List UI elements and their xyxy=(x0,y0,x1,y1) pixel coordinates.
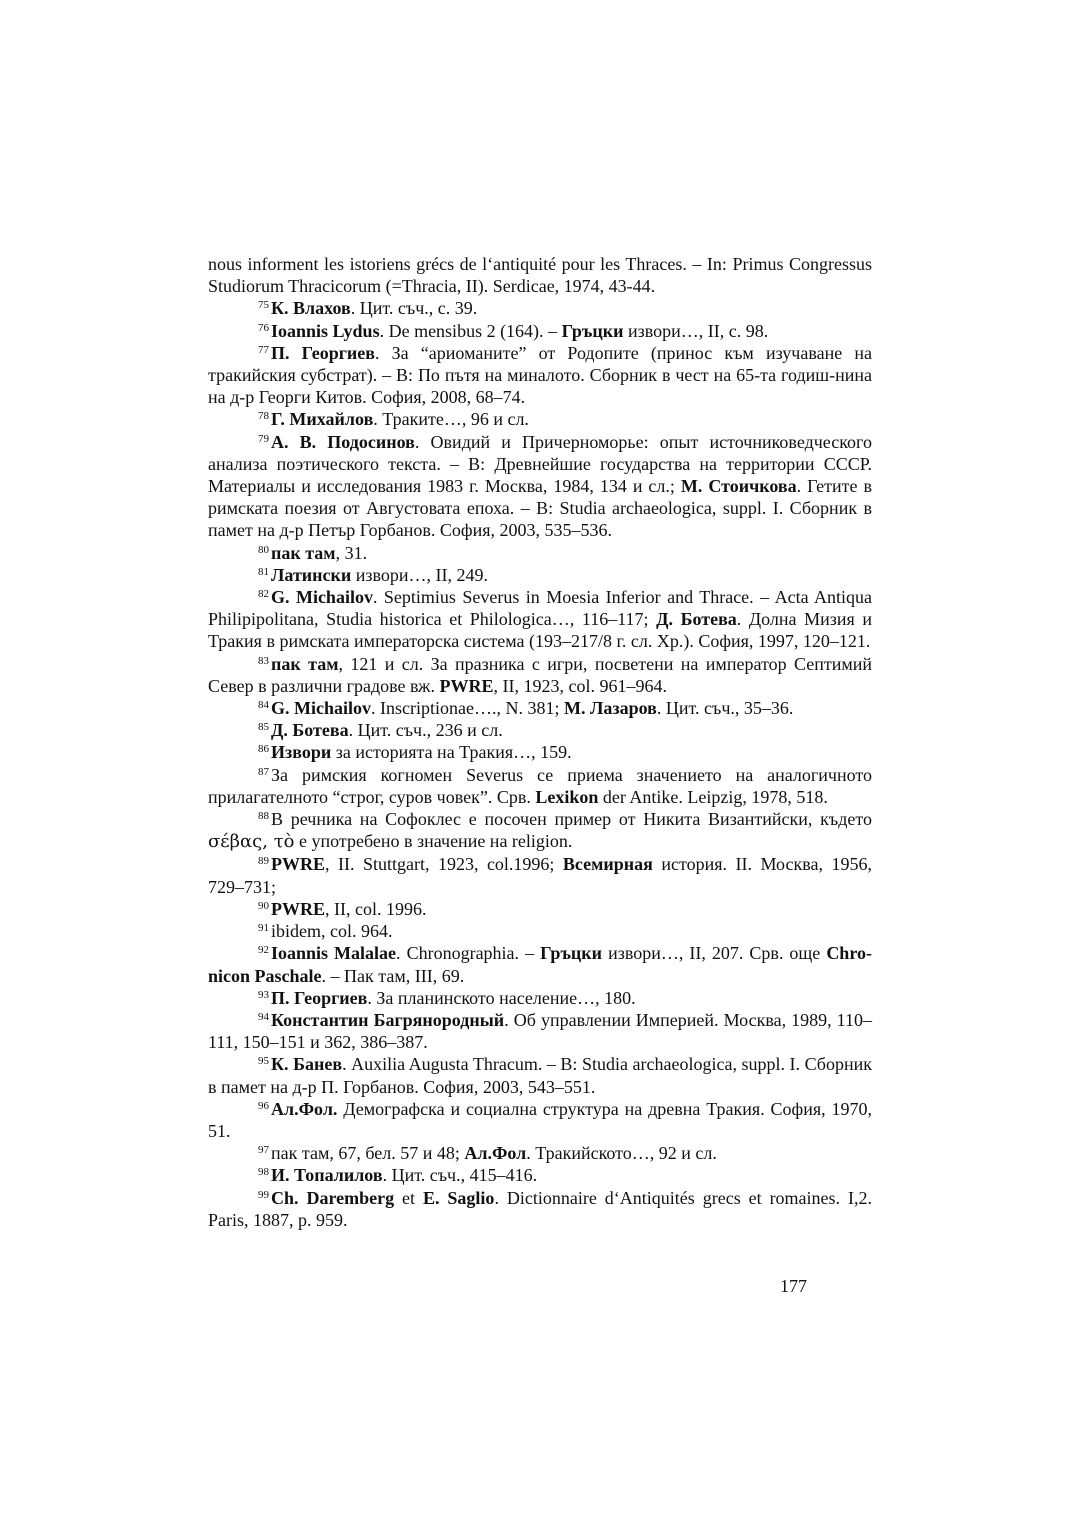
footnote-text: извори…, II, 249. xyxy=(351,564,489,585)
footnote-number: 77 xyxy=(258,343,269,356)
footnote-number: 96 xyxy=(258,1099,269,1112)
footnote-bold-text: G. Michailov xyxy=(271,698,371,719)
footnote-90 xyxy=(208,898,872,920)
footnote-number: 83 xyxy=(258,654,269,667)
footnote-99 xyxy=(208,1187,872,1231)
footnote-95 xyxy=(208,1053,872,1097)
footnote-text: . Chronographia. – xyxy=(396,943,541,964)
footnote-text: σέβας, τὸ xyxy=(208,831,295,853)
footnote-text: . Овидий и Причерноморье: опыт источниковедческого анализа поэтического текста. – В: Древнейшие государства на территории СССР. Материалы и исследования 1983 г. Москва, 1984, 134 и сл.; xyxy=(208,431,872,497)
footnote-text: . Цит. съч., 415–416. xyxy=(382,1165,538,1186)
footnote-number: 90 xyxy=(258,899,269,912)
footnote-bold-text: PWRE xyxy=(439,675,494,696)
footnote-text: , 31. xyxy=(335,542,368,563)
footnote-text: . За “ариоманите” от Родопите (принос към изучаване на тракийския субстрат). – В: По пътя на миналото. Сборник в чест на 65-та годиш-нина на д-р Георги Китов. София, 2008, 68–74. xyxy=(208,342,872,408)
footnote-88 xyxy=(208,808,872,853)
footnote-92 xyxy=(208,942,872,986)
footnote-number: 76 xyxy=(258,321,269,334)
footnote-bold-text: П. Георгиев xyxy=(271,987,368,1008)
footnote-text: , II, 1923, col. 961–964. xyxy=(493,675,667,696)
footnote-text: . Об управлении Империей. Москва, 1989, 110–111, 150–151 и 362, 386–387. xyxy=(208,1009,873,1053)
footnote-82 xyxy=(208,586,872,653)
footnote-text: За римския когномен Severus се приема значението на аналогичното прилагателното “строг, суров човек”. Срв. xyxy=(208,764,872,807)
footnote-text: В речника на Софоклес е посочен пример от Никита Византийски, където xyxy=(271,809,872,830)
footnote-84 xyxy=(208,697,872,719)
footnote-bold-text: Ал.Фол xyxy=(464,1143,527,1164)
footnote-continuation xyxy=(208,253,872,297)
footnote-text: Демографска и социална структура на древна Тракия. София, 1970, 51. xyxy=(208,1098,872,1141)
footnote-bold-text: Г. Михайлов xyxy=(271,409,374,430)
footnote-75 xyxy=(208,297,872,319)
footnote-text: ibidem, col. 964. xyxy=(271,921,393,942)
footnote-number: 95 xyxy=(258,1055,269,1068)
footnote-number: 91 xyxy=(258,922,269,935)
footnote-bold-text: Гръцки xyxy=(561,320,624,341)
footnote-text: . Auxilia Augusta Thracum. – В: Studia archaeologica, suppl. I. Сборник в памет на д-р П. Горбанов. София, 2003, 543–551. xyxy=(208,1054,872,1097)
footnote-bold-text: Гръцки xyxy=(540,943,603,964)
footnote-text: . Тракийското…, 92 и сл. xyxy=(526,1143,717,1164)
footnote-96 xyxy=(208,1098,872,1142)
footnote-number: 94 xyxy=(258,1010,269,1023)
footnote-83 xyxy=(208,653,872,697)
footnote-bold-text: Ioannis Lydus xyxy=(271,320,380,341)
footnote-number: 78 xyxy=(258,410,269,423)
footnote-bold-text: Lexikon xyxy=(535,786,599,807)
footnote-bold-text: А. В. Подосинов xyxy=(271,431,415,452)
footnote-text: извори…, II, с. 98. xyxy=(623,320,769,341)
footnote-77 xyxy=(208,342,872,409)
footnote-number: 89 xyxy=(258,855,269,868)
footnote-text: . Гетите в римската поезия от Августовата епоха. – В: Studia archaeologica, suppl. I. Сборник в памет на д-р Петър Горбанов. София, 2003, 535–536. xyxy=(208,476,872,541)
footnote-text: . De mensibus 2 (164). – xyxy=(379,320,562,341)
footnote-text: за историята на Тракия…, 159. xyxy=(331,742,572,763)
footnote-number: 87 xyxy=(258,765,269,778)
footnote-text: , II, col. 1996. xyxy=(325,898,427,919)
footnote-text: . За планинското население…, 180. xyxy=(367,987,636,1008)
footnote-number: 92 xyxy=(258,944,269,957)
footnote-bold-text: Извори xyxy=(271,742,332,763)
footnote-number: 99 xyxy=(258,1188,269,1201)
footnote-bold-text: И. Топалилов xyxy=(271,1165,383,1186)
footnote-94 xyxy=(208,1009,872,1053)
footnote-number: 98 xyxy=(258,1166,269,1179)
footnote-text: . Траките…, 96 и сл. xyxy=(373,409,529,430)
footnote-91 xyxy=(208,920,872,942)
footnote-86 xyxy=(208,741,872,763)
footnote-89 xyxy=(208,853,872,897)
footnote-number: 80 xyxy=(258,543,269,556)
footnote-bold-text: Ch. Daremberg xyxy=(271,1187,395,1208)
footnote-text: . Цит. съч., 236 и сл. xyxy=(348,720,503,741)
footnote-bold-text: E. Saglio xyxy=(422,1187,495,1208)
footnote-text: . – Пак там, III, 69. xyxy=(321,965,465,986)
footnote-85 xyxy=(208,719,872,741)
footnote-bold-text: Ioannis Malalae xyxy=(271,943,397,964)
footnote-number: 88 xyxy=(258,810,269,823)
footnote-bold-text: PWRE xyxy=(271,898,325,919)
footnote-bold-text: G. Michailov xyxy=(271,587,373,608)
page-number: 177 xyxy=(780,1276,807,1296)
footnote-text: . Цит. съч., 35–36. xyxy=(656,698,794,719)
footnote-81 xyxy=(208,564,872,586)
footnote-bold-text: М. Лазаров xyxy=(563,698,657,719)
footnote-80 xyxy=(208,542,872,564)
footnote-98 xyxy=(208,1164,872,1186)
footnote-number: 75 xyxy=(258,299,269,312)
footnote-number: 86 xyxy=(258,743,269,756)
footnote-bold-text: К. Влахов xyxy=(271,298,351,319)
footnote-number: 81 xyxy=(258,565,269,578)
footnote-bold-text: Д. Ботева xyxy=(656,609,737,630)
footnote-bold-text: пак там xyxy=(271,542,336,563)
footnote-text: et xyxy=(394,1187,423,1208)
footnote-bold-text: Всемирная xyxy=(562,854,653,875)
footnote-bold-text: пак там xyxy=(271,653,339,674)
footnote-text: пак там, 67, бел. 57 и 48; xyxy=(271,1143,465,1164)
footnote-text: . Septimius Severus in Moesia Inferior and Thrace. – Acta Antiqua Philipipolitana, Studia historica et Philologica…, 116–117; xyxy=(208,587,872,630)
footnote-76 xyxy=(208,320,872,342)
footnote-97 xyxy=(208,1142,872,1164)
footnotes-block xyxy=(208,253,872,1231)
footnote-number: 93 xyxy=(258,988,269,1001)
footnote-bold-text: К. Банев xyxy=(271,1054,343,1075)
footnote-text: е употребено в значение на religion. xyxy=(294,831,573,852)
footnote-bold-text: PWRE xyxy=(271,854,325,875)
footnote-87 xyxy=(208,764,872,808)
footnote-79 xyxy=(208,431,872,542)
footnote-number: 97 xyxy=(258,1144,269,1157)
footnote-text: nous informent les istoriens grécs de l‘antiquité pour les Thraces. – In: Primus Congressus Studiorum Thracicorum (=Thracia, II). Serdicae, 1974, 43-44. xyxy=(208,254,872,297)
footnote-78 xyxy=(208,408,872,430)
footnote-text: . Долна Мизия и Тракия в римската императорска система (193–217/8 г. сл. Хр.). София, 1997, 120–121. xyxy=(208,609,872,652)
footnote-number: 82 xyxy=(258,588,269,601)
footnote-text: история. II. Москва, 1956, 729–731; xyxy=(208,854,872,897)
footnote-93 xyxy=(208,987,872,1009)
footnote-bold-text: М. Стоичкова xyxy=(680,476,797,497)
footnote-bold-text: П. Георгиев xyxy=(271,342,375,363)
footnote-bold-text: Д. Ботева xyxy=(271,720,349,741)
footnote-text: , 121 и сл. За празника с игри, посветени на император Септимий Север в различни градове вж. xyxy=(208,653,872,696)
footnote-text: . Dictionnaire d‘Antiquités grecs et romaines. I,2. Paris, 1887, p. 959. xyxy=(208,1187,872,1230)
footnote-bold-text: Латински xyxy=(271,564,352,585)
footnote-bold-text: Chro-nicon Paschale xyxy=(208,943,872,986)
footnote-number: 85 xyxy=(258,721,269,734)
footnote-text: извори…, II, 207. Срв. още xyxy=(602,943,827,964)
footnote-number: 84 xyxy=(258,699,269,712)
footnote-text: . Inscriptionae…., N. 381; xyxy=(371,698,564,719)
footnote-number: 79 xyxy=(258,432,269,445)
footnote-text: . Цит. съч., с. 39. xyxy=(350,298,478,319)
footnote-text: der Antike. Leipzig, 1978, 518. xyxy=(598,786,828,807)
footnote-bold-text: Ал.Фол. xyxy=(271,1098,338,1119)
footnote-text: , II. Stuttgart, 1923, col.1996; xyxy=(325,854,563,875)
footnote-bold-text: Константин Багрянородный xyxy=(271,1009,505,1030)
